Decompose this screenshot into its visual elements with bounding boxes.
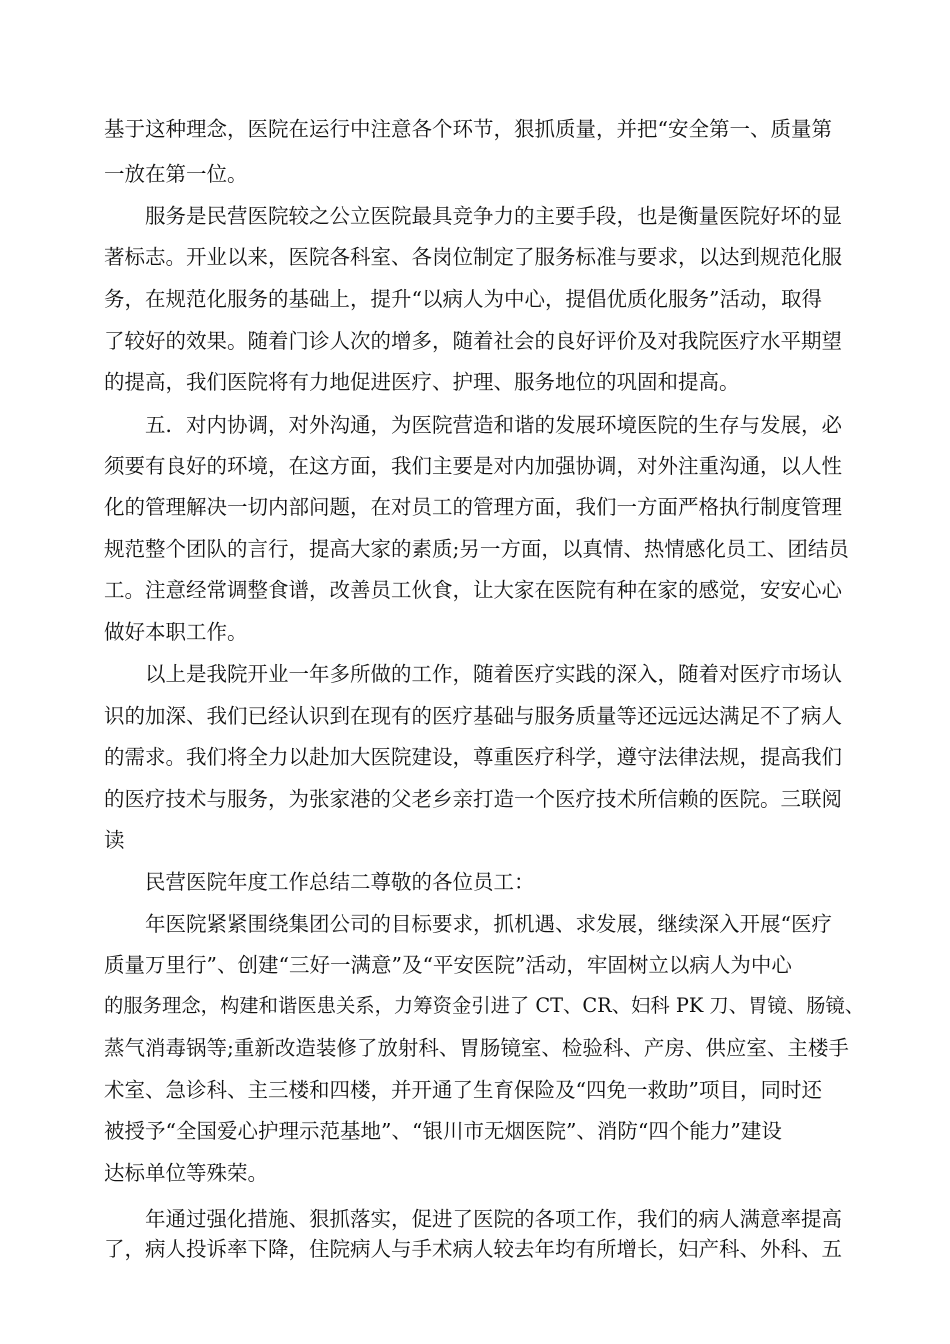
text-line: 的服务理念，构建和谐医患关系，力筹资金引进了 CT、CR、妇科 PK 刀、胃镜、肠镜、	[104, 994, 865, 1017]
text-line: 著标志。开业以来，医院各科室、各岗位制定了服务标准与要求，以达到规范化服	[104, 245, 842, 269]
text-line: 读	[104, 828, 125, 852]
text-line: 规范整个团队的言行，提高大家的素质;另一方面，以真情、热情感化员工、团结员	[104, 537, 849, 561]
text-line: 须要有良好的环境，在这方面，我们主要是对内加强协调，对外注重沟通，以人性	[104, 454, 842, 478]
text-line: 了，病人投诉率下降，住院病人与手术病人较去年均有所增长，妇产科、外科、五	[104, 1237, 842, 1261]
text-line: 术室、急诊科、主三楼和四楼，并开通了生育保险及“四免一救助”项目，同时还	[104, 1078, 822, 1102]
text-line: 做好本职工作。	[104, 620, 248, 644]
text-line: 达标单位等殊荣。	[104, 1161, 268, 1185]
section-heading: 民营医院年度工作总结二尊敬的各位员工：	[145, 870, 535, 894]
text-line: 以上是我院开业一年多所做的工作，随着医疗实践的深入，随着对医疗市场认	[145, 662, 842, 686]
text-line: 蒸气消毒锅等;重新改造装修了放射科、胃肠镜室、检验科、产房、供应室、主楼手	[104, 1036, 849, 1060]
text-line: 服务是民营医院较之公立医院最具竞争力的主要手段，也是衡量医院好坏的显	[145, 204, 842, 228]
text-line: 被授予“全国爱心护理示范基地”、“银川市无烟医院”、消防“四个能力”建设	[104, 1119, 782, 1143]
text-line: 年医院紧紧围绕集团公司的目标要求，抓机遇、求发展，继续深入开展“医疗	[145, 912, 832, 936]
text-line: 的提高，我们医院将有力地促进医疗、护理、服务地位的巩固和提高。	[104, 370, 740, 394]
text-line: 化的管理解决一切内部问题，在对员工的管理方面，我们一方面严格执行制度管理	[104, 495, 842, 519]
text-line: 务，在规范化服务的基础上，提升“以病人为中心，提倡优质化服务”活动，取得	[104, 287, 822, 311]
text-line: 年通过强化措施、狠抓落实，促进了医院的各项工作，我们的病人满意率提高	[145, 1207, 842, 1231]
text-line: 的需求。我们将全力以赴加大医院建设，尊重医疗科学，遵守法律法规，提高我们	[104, 745, 842, 769]
text-line: 的医疗技术与服务，为张家港的父老乡亲打造一个医疗技术所信赖的医院。三联阅	[104, 787, 842, 811]
text-line: 识的加深、我们已经认识到在现有的医疗基础与服务质量等还远远达满足不了病人	[104, 704, 842, 728]
text-line: 五．对内协调，对外沟通，为医院营造和谐的发展环境医院的生存与发展，必	[145, 413, 842, 437]
text-line: 质量万里行”、创建“三好一满意”及“平安医院”活动，牢固树立以病人为中心	[104, 953, 792, 977]
text-line: 工。注意经常调整食谱，改善员工伙食，让大家在医院有种在家的感觉，安安心心	[104, 578, 842, 602]
text-line: 基于这种理念，医院在运行中注意各个环节，狠抓质量，并把“安全第一、质量第	[104, 117, 832, 141]
text-line: 了较好的效果。随着门诊人次的增多，随着社会的良好评价及对我院医疗水平期望	[104, 329, 842, 353]
text-line: 一放在第一位。	[104, 162, 248, 186]
